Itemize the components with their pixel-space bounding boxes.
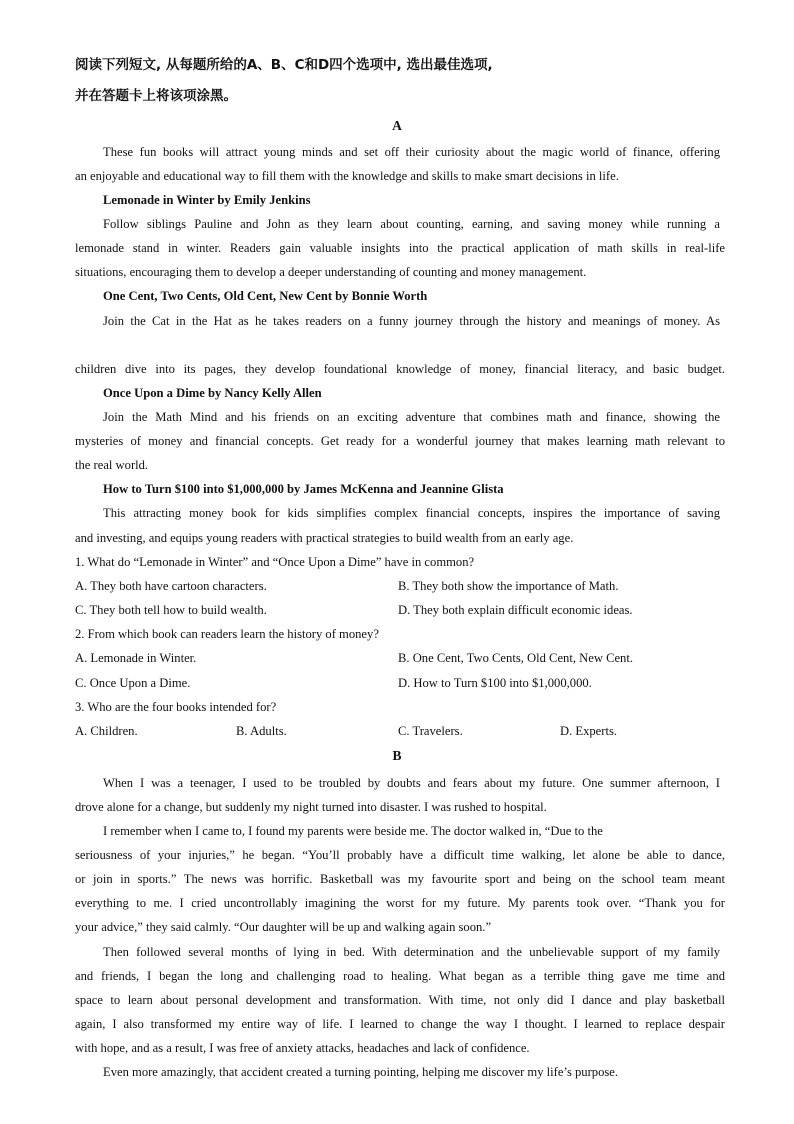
question-1-option-c: C. They both tell how to build wealth. [75, 603, 267, 617]
book-title-one-cent: One Cent, Two Cents, Old Cent, New Cent by Bonnie Worth [103, 289, 428, 303]
question-2-stem: 2. From which book can readers learn the history of money? [75, 627, 379, 641]
book1-line-3: situations, encouraging them to develop a deeper understanding of counting and money management. [75, 265, 587, 279]
book2-line-2: children dive into its pages, they develop foundational knowledge of money, financial literacy, and basic budget. [75, 362, 725, 376]
b-paragraph-3-line-4: again, I also transformed my entire way of life. I learned to change the way I thought. I learned to replace despair [75, 1017, 725, 1031]
b-paragraph-3-line-1: Then followed several months of lying in bed. With determination and the unbelievable support of my family [103, 945, 720, 959]
question-3-option-d: D. Experts. [560, 724, 618, 738]
book2-line-1: Join the Cat in the Hat as he takes readers on a funny journey through the history and meanings of money. As [103, 314, 720, 328]
intro-line-1: These fun books will attract young minds and set off their curiosity about the magic world of finance, offering [103, 145, 720, 159]
b-paragraph-2-line-3: or join in sports.” The news was horrific. Basketball was my favourite sport and being on the school team meant [75, 872, 725, 886]
book4-line-1: This attracting money book for kids simplifies complex financial concepts, inspires the importance of saving [103, 506, 720, 520]
b-paragraph-2-line-4: everything to me. I cried uncontrollably imagining the worst for my future. My parents took over. “Thank you for [75, 896, 725, 910]
book4-line-2: and investing, and equips young readers with practical strategies to build wealth from an early age. [75, 531, 574, 545]
book-title-how-to-turn: How to Turn $100 into $1,000,000 by James McKenna and Jeannine Glista [103, 482, 504, 496]
question-1-stem: 1. What do “Lemonade in Winter” and “Once Upon a Dime” have in common? [75, 555, 475, 569]
book3-line-1: Join the Math Mind and his friends on an exciting adventure that combines math and finance, showing the [103, 410, 720, 424]
question-2-option-c: C. Once Upon a Dime. [75, 676, 191, 690]
section-a-heading: A [392, 118, 402, 133]
book1-line-1: Follow siblings Pauline and John as they learn about counting, earning, and saving money while running a [103, 217, 720, 231]
book-title-once-upon-a-dime: Once Upon a Dime by Nancy Kelly Allen [103, 386, 322, 400]
b-paragraph-2-line-1: I remember when I came to, I found my parents were beside me. The doctor walked in, “Due to the [103, 824, 603, 838]
question-1-option-a: A. They both have cartoon characters. [75, 579, 267, 593]
book3-line-2: mysteries of money and financial concepts. Get ready for a wonderful journey that makes learning math relevant to [75, 434, 725, 448]
question-3-option-a: A. Children. [75, 724, 138, 738]
intro-line-2: an enjoyable and educational way to fill them with the knowledge and skills to make smart decisions in life. [75, 169, 619, 183]
question-3-option-c: C. Travelers. [398, 724, 463, 738]
b-paragraph-4-line-1: Even more amazingly, that accident created a turning pointing, helping me discover my life’s purpose. [103, 1065, 619, 1079]
b-paragraph-2-line-2: seriousness of your injuries,” he began. “You’ll probably have a difficult time walking, let alone be able to dance, [75, 848, 725, 862]
b-paragraph-3-line-3: space to learn about personal development and transformation. With time, not only did I dance and play basketball [75, 993, 725, 1007]
question-3-stem: 3. Who are the four books intended for? [75, 700, 277, 714]
section-b-heading: B [392, 748, 402, 763]
book1-line-2: lemonade stand in winter. Readers gain valuable insights into the practical application of math skills in real-life [75, 241, 725, 255]
b-paragraph-1-line-2: drove alone for a change, but suddenly my night turned into disaster. I was rushed to hospital. [75, 800, 547, 814]
question-1-option-b: B. They both show the importance of Math. [398, 579, 619, 593]
instruction-line-1: 阅读下列短文, 从每题所给的A、B、C和D四个选项中, 选出最佳选项, [75, 57, 493, 73]
question-3-option-b: B. Adults. [236, 724, 287, 738]
book-title-lemonade: Lemonade in Winter by Emily Jenkins [103, 193, 311, 207]
question-2-option-d: D. How to Turn $100 into $1,000,000. [398, 676, 592, 690]
b-paragraph-3-line-2: and friends, I began the long and challenging road to healing. What began as a terrible thing gave me time and [75, 969, 725, 983]
question-1-option-d: D. They both explain difficult economic ideas. [398, 603, 633, 617]
b-paragraph-3-line-5: with hope, and as a result, I was free of anxiety attacks, headaches and lack of confidence. [75, 1041, 530, 1055]
b-paragraph-1-line-1: When I was a teenager, I used to be troubled by doubts and fears about my future. One summer afternoon, I [103, 776, 720, 790]
book3-line-3: the real world. [75, 458, 149, 472]
instruction-line-2: 并在答题卡上将该项涂黑。 [75, 88, 237, 104]
b-paragraph-2-line-5: your advice,” they said calmly. “Our daughter will be up and walking again soon.” [75, 920, 492, 934]
question-2-option-a: A. Lemonade in Winter. [75, 651, 197, 665]
question-2-option-b: B. One Cent, Two Cents, Old Cent, New Cent. [398, 651, 634, 665]
